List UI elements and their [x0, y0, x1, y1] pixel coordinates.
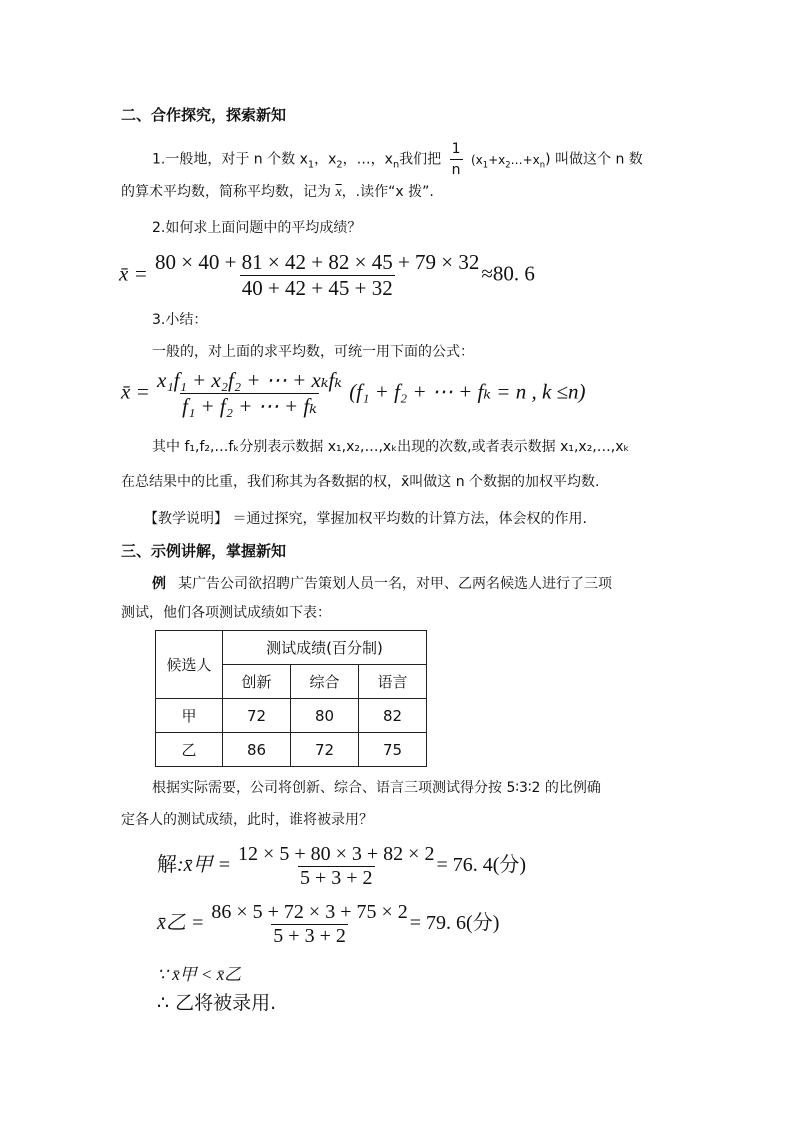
table-cell: 72	[291, 733, 359, 767]
teaching-note: 【教学说明】 ＝通过探究，掌握加权平均数的计算方法，体会权的作用.	[144, 511, 587, 527]
example-label: 例	[152, 576, 166, 592]
paragraph-1-line-2: 的算术平均数，简称平均数，记为 $\overline{x}$，.读作“x 拨”.	[121, 184, 434, 200]
table-cell: 82	[359, 699, 427, 733]
therefore-line: ∴ 乙将被录用.	[157, 992, 277, 1014]
formula-weighted-average-general: x̄ = $\frac{\text{x₁f₁ + x₂f₂ + ⋯ + xₖfₖ}}{\text{f₁ + f₂ + ⋯ + fₖ}}$ (f₁ + f₂ + ⋯ + fₖ = n , k ≤n)	[121, 368, 586, 418]
table-cell: 72	[223, 699, 291, 733]
table-cell: 75	[359, 733, 427, 767]
paragraph-4: 一般的，对上面的求平均数，可统一用下面的公式：	[152, 344, 474, 360]
table-header-candidate: 候选人	[156, 631, 223, 699]
table-row	[156, 733, 427, 767]
example-line-2: 测试，他们各项测试成绩如下表：	[121, 605, 331, 621]
solution-candidate-yi: x̄乙 = $\frac{86 \times 5 + 72 \times 3 + 75 \times 2}{5 + 3 + 2}$ = 79. 6(分)	[157, 901, 500, 947]
solution-2-fraction: $\frac{86 \times 5 + 72 \times 3 + 75 \times 2}{5 + 3 + 2}$	[211, 901, 408, 947]
paragraph-2: 2.如何求上面问题中的平均成绩？	[152, 220, 362, 236]
table-header-group: 测试成绩(百分制)	[223, 631, 427, 665]
section-heading-2: 二、合作探究，探索新知	[121, 106, 287, 124]
table-cell-name: 乙	[156, 733, 223, 767]
table-cell: 86	[223, 733, 291, 767]
solution-candidate-jia: 解:x̄甲 = $\frac{12 \times 5 + 80 \times 3 + 82 \times 2}{5 + 3 + 2}$ = 76. 4(分)	[157, 843, 527, 889]
solution-label: 解	[157, 852, 177, 877]
question-line-1: 根据实际需要，公司将创新、综合、语言三项测试得分按 5∶3∶2 的比例确	[152, 780, 601, 796]
table-subheader: 创新	[223, 665, 291, 699]
paragraph-1-line-1: 1.一般地，对于 n 个数 $x_1$，$x_2$，…，$x_n$我们把 $\frac{1}{n}$ $(x_1+x_2\dots+x_n)$ 叫做这个 n 数	[152, 141, 643, 178]
formula-weighted-average-1: x̄ = $\frac{80 \times 40 + 81 \times 42 + 82 \times 45 + 79 \times 32}{40 + 42 + 45 + 32}$ ≈80. 6	[119, 250, 535, 300]
paragraph-5-line-2: 在总结果中的比重，我们称其为各数据的权，x̄叫做这 n 个数据的加权平均数.	[121, 474, 600, 490]
question-line-2: 定各人的测试成绩，此时，谁将被录用？	[121, 812, 373, 828]
paragraph-3-summary: 3.小结：	[152, 312, 208, 328]
formula-1-fraction: $\frac{80 \times 40 + 81 \times 42 + 82 \times 45 + 79 \times 32}{40 + 42 + 45 + 32}$	[155, 250, 480, 300]
table-subheader: 语言	[359, 665, 427, 699]
table-row	[156, 699, 427, 733]
table-subheader: 综合	[291, 665, 359, 699]
example-line-1: 例 某广告公司欲招聘广告策划人员一名，对甲、乙两名候选人进行了三项	[152, 576, 612, 592]
paragraph-5-line-1: 其中 f₁,f₂,…fₖ分别表示数据 x₁,x₂,…,xₖ出现的次数,或者表示数据 x₁,x₂,…,xₖ	[152, 439, 630, 455]
because-line: ∵ x̄甲 < x̄乙	[157, 965, 242, 984]
score-table	[155, 630, 427, 767]
section-heading-3: 三、示例讲解，掌握新知	[121, 542, 287, 560]
formula-2-fraction: $\frac{\text{x₁f₁ + x₂f₂ + ⋯ + xₖfₖ}}{\text{f₁ + f₂ + ⋯ + fₖ}}$	[157, 368, 343, 418]
table-cell-name: 甲	[156, 699, 223, 733]
solution-1-fraction: $\frac{12 \times 5 + 80 \times 3 + 82 \times 2}{5 + 3 + 2}$	[238, 843, 435, 889]
fraction-one-over-n: $\frac{1}{n}$	[451, 141, 461, 178]
table-cell: 80	[291, 699, 359, 733]
